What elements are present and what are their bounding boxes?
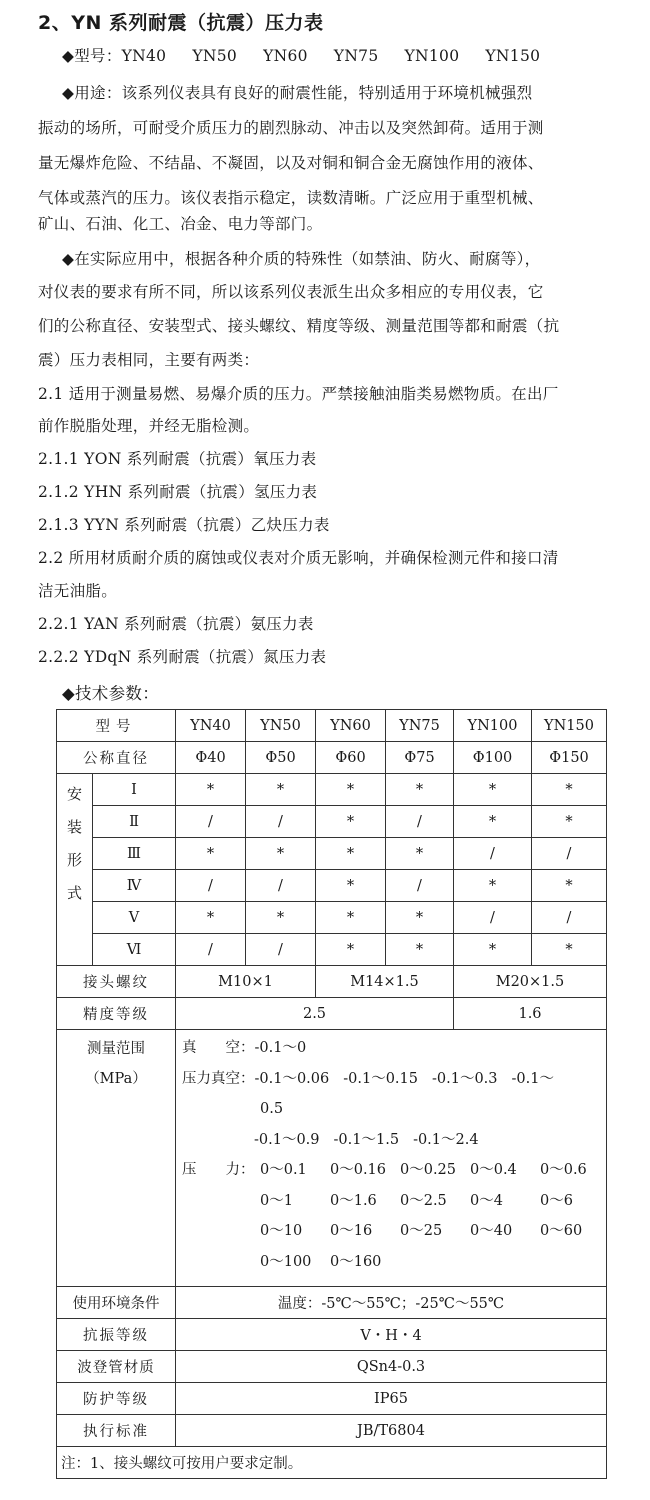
table-row-mount (57, 870, 607, 902)
mount-cell: * (316, 902, 386, 934)
mount-cell: * (454, 806, 532, 838)
range-value: 0～1.6 (330, 1192, 377, 1209)
range-value: -0.1～0.06 (254, 1070, 330, 1087)
range-vacuum (182, 1033, 606, 1064)
thread-cell: M14×1.5 (316, 966, 454, 998)
table-row-mount (57, 806, 607, 838)
protection-label: 防护等级 (57, 1383, 176, 1415)
table-row-diameter (57, 742, 607, 774)
model-item: YN100 (404, 47, 460, 65)
mount-cell: * (386, 838, 454, 870)
model-cell: YN75 (386, 710, 454, 742)
mount-label-char: 安 (66, 785, 82, 803)
mount-cell: * (454, 774, 532, 806)
mount-cell: * (386, 774, 454, 806)
table-row-protection (57, 1383, 607, 1415)
vibration-label: 抗振等级 (57, 1319, 176, 1351)
range-value: 0～4 (470, 1192, 503, 1209)
range-value: -0.1～ (511, 1070, 554, 1087)
mount-cell: / (386, 870, 454, 902)
diameter-cell: Φ150 (532, 742, 607, 774)
mount-label-char: 装 (66, 818, 82, 836)
tech-params-heading: ◆技术参数： (62, 684, 159, 703)
application-paragraph-line: ◆在实际应用中，根据各种介质的特殊性（如禁油、防火、耐腐等）， (62, 250, 541, 268)
mount-cell: / (246, 934, 316, 966)
spec-table (56, 709, 607, 1479)
range-value: 0～0.1 (260, 1162, 307, 1178)
mount-cell: * (246, 774, 316, 806)
mount-cell: / (246, 870, 316, 902)
range-pressure (182, 1155, 606, 1186)
section-line: 2.1.2 YHN 系列耐震（抗震）氢压力表 (38, 483, 318, 501)
vibration-value: V・H・4 (176, 1319, 607, 1351)
table-row-thread (57, 966, 607, 998)
table-row-standard (57, 1415, 607, 1447)
mount-cell: * (532, 774, 607, 806)
protection-value: IP65 (176, 1383, 607, 1415)
section-line: 2.1.1 YON 系列耐震（抗震）氧压力表 (38, 450, 317, 468)
section-line: 2.2.1 YAN 系列耐震（抗震）氨压力表 (38, 615, 314, 633)
mount-cell: * (532, 934, 607, 966)
diameter-cell: Φ100 (454, 742, 532, 774)
application-paragraph-line: 对仪表的要求有所不同，所以该系列仪表派生出众多相应的专用仪表，它 (38, 283, 544, 301)
range-value: 0～40 (470, 1223, 513, 1239)
model-list-label: ◆型号： (62, 47, 122, 65)
application-paragraph-line: 震）压力表相同，主要有两类： (38, 351, 260, 369)
model-cell: YN40 (176, 710, 246, 742)
range-cell (176, 1030, 607, 1287)
range-value: 0.5 (260, 1101, 284, 1117)
usage-paragraph-line: 振动的场所，可耐受介质压力的剧烈脉动、冲击以及突然卸荷。适用于测 (38, 119, 544, 137)
table-row-accuracy (57, 998, 607, 1030)
range-value: 0～2.5 (400, 1192, 447, 1209)
mount-cell: * (246, 838, 316, 870)
model-list (62, 44, 566, 66)
table-row-note (57, 1447, 607, 1479)
mount-cell: * (532, 870, 607, 902)
standard-label: 执行标准 (57, 1415, 176, 1447)
accuracy-cell: 2.5 (176, 998, 454, 1030)
mount-cell: / (176, 934, 246, 966)
model-cell: YN50 (246, 710, 316, 742)
mount-type: Ⅳ (93, 870, 176, 902)
table-row-mount (57, 902, 607, 934)
table-row-vibration (57, 1319, 607, 1351)
application-paragraph-line: 们的公称直径、安装型式、接头螺纹、精度等级、测量范围等都和耐震（抗 (38, 317, 560, 335)
range-value: 0～100 (260, 1253, 312, 1270)
range-compound-line2 (182, 1125, 606, 1156)
mount-cell: * (316, 870, 386, 902)
range-pressure-row (182, 1186, 606, 1217)
range-value: -0.1～0.9 (254, 1131, 320, 1148)
env-label: 使用环境条件 (57, 1287, 176, 1319)
mount-cell: * (532, 806, 607, 838)
range-compound (182, 1064, 606, 1095)
model-cell: YN100 (454, 710, 532, 742)
mount-cell: * (316, 774, 386, 806)
model-item: YN150 (485, 47, 541, 65)
diameter-cell: Φ60 (316, 742, 386, 774)
usage-paragraph-line: 量无爆炸危险、不结晶、不凝固，以及对铜和铜合金无腐蚀作用的液体、 (38, 154, 544, 172)
model-item: YN50 (192, 47, 238, 65)
mount-cell: * (176, 774, 246, 806)
mount-type: Ⅴ (93, 902, 176, 934)
accuracy-cell: 1.6 (454, 998, 607, 1030)
section-line: 2.1 适用于测量易燃、易爆介质的压力。严禁接触油脂类易燃物质。在出厂 (38, 385, 559, 403)
mount-type: Ⅱ (93, 806, 176, 838)
table-row-model (57, 710, 607, 742)
range-compound-label: 压力真空： (182, 1070, 255, 1087)
accuracy-label: 精度等级 (57, 998, 176, 1030)
table-row-environment (57, 1287, 607, 1319)
model-item: YN60 (263, 47, 308, 65)
range-value: 0～0.16 (330, 1162, 387, 1178)
mount-cell: / (176, 806, 246, 838)
mount-label-char: 形 (66, 851, 82, 869)
model-cell: YN60 (316, 710, 386, 742)
mount-type: Ⅲ (93, 838, 176, 870)
model-item: YN75 (333, 47, 379, 65)
usage-paragraph-line: 矿山、石油、化工、冶金、电力等部门。 (38, 215, 323, 233)
table-row-mount (57, 838, 607, 870)
mount-cell: * (454, 934, 532, 966)
env-value: 温度：-5℃～55℃；-25℃～55℃ (176, 1287, 607, 1319)
table-note: 注：1、接头螺纹可按用户要求定制。 (57, 1447, 607, 1479)
range-pressure-row (182, 1247, 606, 1278)
range-value: 0～1 (260, 1192, 293, 1209)
range-compound-wrap (182, 1094, 606, 1125)
material-value: QSn4-0.3 (176, 1351, 607, 1383)
mount-cell: * (386, 902, 454, 934)
range-value: -0.1～1.5 (333, 1131, 400, 1148)
mount-cell: * (316, 838, 386, 870)
range-value: 0～60 (540, 1223, 583, 1239)
mount-type: Ⅵ (93, 934, 176, 966)
mount-cell: / (386, 806, 454, 838)
diameter-header-label: 公称直径 (57, 742, 176, 774)
mount-cell: / (532, 838, 607, 870)
mount-cell: * (454, 870, 532, 902)
mount-cell: * (316, 934, 386, 966)
mount-cell: * (316, 806, 386, 838)
material-label: 波登管材质 (57, 1351, 176, 1383)
diameter-cell: Φ40 (176, 742, 246, 774)
range-value: 0～6 (540, 1192, 573, 1209)
thread-cell: M10×1 (176, 966, 316, 998)
range-unit: （MPa） (85, 1071, 147, 1087)
diameter-cell: Φ50 (246, 742, 316, 774)
range-value: -0.1～0.15 (343, 1070, 418, 1087)
mount-type-label (57, 774, 93, 966)
mount-cell: / (176, 870, 246, 902)
range-pressure-row (182, 1216, 606, 1247)
usage-paragraph-line: ◆用途：该系列仪表具有良好的耐震性能，特别适用于环境机械强烈 (62, 84, 533, 102)
table-row-range (57, 1030, 607, 1287)
range-value: -0.1～0.3 (432, 1070, 498, 1087)
range-value: 0～0.4 (470, 1162, 517, 1178)
range-value: 0～0.6 (540, 1162, 587, 1178)
range-value: 0～0.25 (400, 1162, 457, 1178)
range-value: 0～160 (330, 1253, 382, 1270)
mount-cell: / (454, 838, 532, 870)
mount-cell: * (386, 934, 454, 966)
section-line: 2.2 所用材质耐介质的腐蚀或仪表对介质无影响，并确保检测元件和接口清 (38, 549, 559, 567)
range-value: 0～10 (260, 1223, 303, 1239)
section-line: 洁无油脂。 (38, 582, 118, 600)
mount-label-char: 式 (66, 884, 82, 902)
table-row-material (57, 1351, 607, 1383)
section-line: 前作脱脂处理，并经无脂检测。 (38, 417, 260, 435)
range-value: -0.1～0 (254, 1040, 307, 1056)
range-vacuum-label: 真 空： (182, 1040, 255, 1056)
range-value: 0～16 (330, 1223, 373, 1239)
range-label-text: 测量范围 (87, 1041, 145, 1057)
table-row-mount (57, 774, 607, 806)
range-pressure-label: 压 力： (182, 1162, 255, 1178)
diameter-cell: Φ75 (386, 742, 454, 774)
model-item: YN40 (121, 47, 167, 65)
thread-label: 接头螺纹 (57, 966, 176, 998)
standard-value: JB/T6804 (176, 1415, 607, 1447)
mount-type: Ⅰ (93, 774, 176, 806)
mount-cell: / (532, 902, 607, 934)
range-value: -0.1～2.4 (413, 1131, 479, 1148)
table-row-mount (57, 934, 607, 966)
section-line: 2.2.2 YDqN 系列耐震（抗震）氮压力表 (38, 648, 327, 666)
section-line: 2.1.3 YYN 系列耐震（抗震）乙炔压力表 (38, 516, 330, 534)
thread-cell: M20×1.5 (454, 966, 607, 998)
mount-cell: * (176, 838, 246, 870)
mount-cell: / (454, 902, 532, 934)
usage-paragraph-line: 气体或蒸汽的压力。该仪表指示稳定，读数清晰。广泛应用于重型机械、 (38, 189, 544, 207)
model-header-label: 型号 (57, 710, 176, 742)
range-value: 0～25 (400, 1223, 443, 1239)
mount-cell: / (246, 806, 316, 838)
page-title: 2、YN 系列耐震（抗震）压力表 (38, 12, 324, 34)
model-cell: YN150 (532, 710, 607, 742)
range-label (57, 1030, 176, 1287)
mount-cell: * (246, 902, 316, 934)
mount-cell: * (176, 902, 246, 934)
